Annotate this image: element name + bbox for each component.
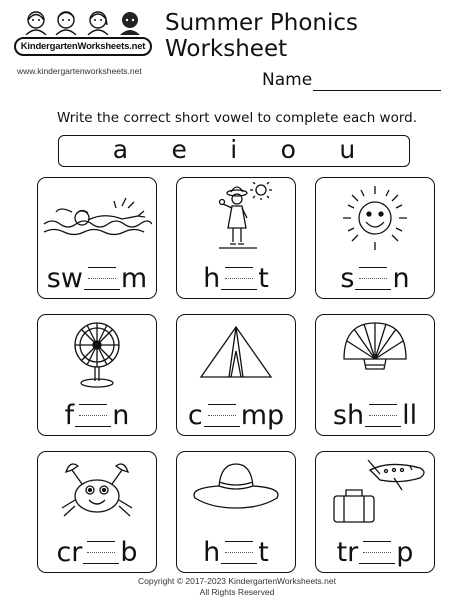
vowel-blank[interactable] xyxy=(204,404,240,427)
word-prefix: h xyxy=(203,537,221,568)
vowel-a: a xyxy=(112,134,129,164)
vowel-u: u xyxy=(339,134,356,164)
word-prefix: f xyxy=(64,400,75,431)
girl-with-hat-icon xyxy=(181,182,291,252)
name-line[interactable] xyxy=(313,90,441,91)
word-card-shell xyxy=(315,314,435,436)
word-suffix: t xyxy=(258,263,269,294)
vowel-blank[interactable] xyxy=(355,267,391,290)
word-card-hat xyxy=(176,177,296,299)
word-prefix: cr xyxy=(56,537,83,568)
word-prefix: tr xyxy=(336,537,359,568)
logo-kids-illustration xyxy=(14,9,152,35)
word-prefix: s xyxy=(340,263,355,294)
vowel-bank xyxy=(58,135,410,167)
crab-icon xyxy=(42,456,152,526)
vowel-blank[interactable] xyxy=(221,541,257,564)
vowel-blank[interactable] xyxy=(75,404,111,427)
sun-hat-icon xyxy=(181,456,291,526)
word-camp xyxy=(177,402,295,429)
worksheet-title: Summer Phonics Worksheet xyxy=(165,10,359,62)
vowel-e: e xyxy=(171,134,187,164)
word-suffix: n xyxy=(392,263,410,294)
word-prefix: sh xyxy=(332,400,365,431)
word-crab xyxy=(38,539,156,566)
word-suffix: ll xyxy=(402,400,418,431)
vowel-blank[interactable] xyxy=(221,267,257,290)
word-fan xyxy=(38,402,156,429)
sun-icon xyxy=(320,182,430,252)
site-logo: KindergartenWorksheets.net xyxy=(14,37,152,56)
word-hat-1 xyxy=(177,265,295,292)
footer xyxy=(0,576,474,598)
word-card-crab xyxy=(37,451,157,573)
word-suffix: t xyxy=(258,537,269,568)
word-suffix: mp xyxy=(240,400,285,431)
word-card-fan xyxy=(37,314,157,436)
word-card-hat-2 xyxy=(176,451,296,573)
word-card-swim xyxy=(37,177,157,299)
copyright-text: Copyright © 2017-2023 KindergartenWorksheets.net xyxy=(138,576,336,586)
word-card-trip xyxy=(315,451,435,573)
word-sun xyxy=(316,265,434,292)
instructions: Write the correct short vowel to complete each word. xyxy=(56,110,418,126)
word-prefix: c xyxy=(187,400,203,431)
word-card-sun xyxy=(315,177,435,299)
word-shell xyxy=(316,402,434,429)
word-prefix: sw xyxy=(46,263,83,294)
vowel-blank[interactable] xyxy=(83,541,119,564)
swimmer-icon xyxy=(42,182,152,252)
word-suffix: b xyxy=(120,537,138,568)
word-swim xyxy=(38,265,156,292)
vowel-blank[interactable] xyxy=(365,404,401,427)
airplane-suitcase-icon xyxy=(320,456,430,526)
word-hat-2 xyxy=(177,539,295,566)
fan-icon xyxy=(42,319,152,389)
word-suffix: p xyxy=(396,537,414,568)
word-trip xyxy=(316,539,434,566)
word-suffix: n xyxy=(112,400,130,431)
word-suffix: m xyxy=(120,263,148,294)
word-prefix: h xyxy=(203,263,221,294)
name-label: Name xyxy=(262,70,313,90)
tent-icon xyxy=(181,319,291,389)
vowel-o: o xyxy=(280,134,296,164)
seashell-icon xyxy=(320,319,430,389)
vowel-i: i xyxy=(230,134,238,164)
site-url: www.kindergartenworksheets.net xyxy=(17,66,142,76)
vowel-blank[interactable] xyxy=(84,267,120,290)
vowel-blank[interactable] xyxy=(359,541,395,564)
rights-text: All Rights Reserved xyxy=(199,587,275,597)
word-card-camp xyxy=(176,314,296,436)
